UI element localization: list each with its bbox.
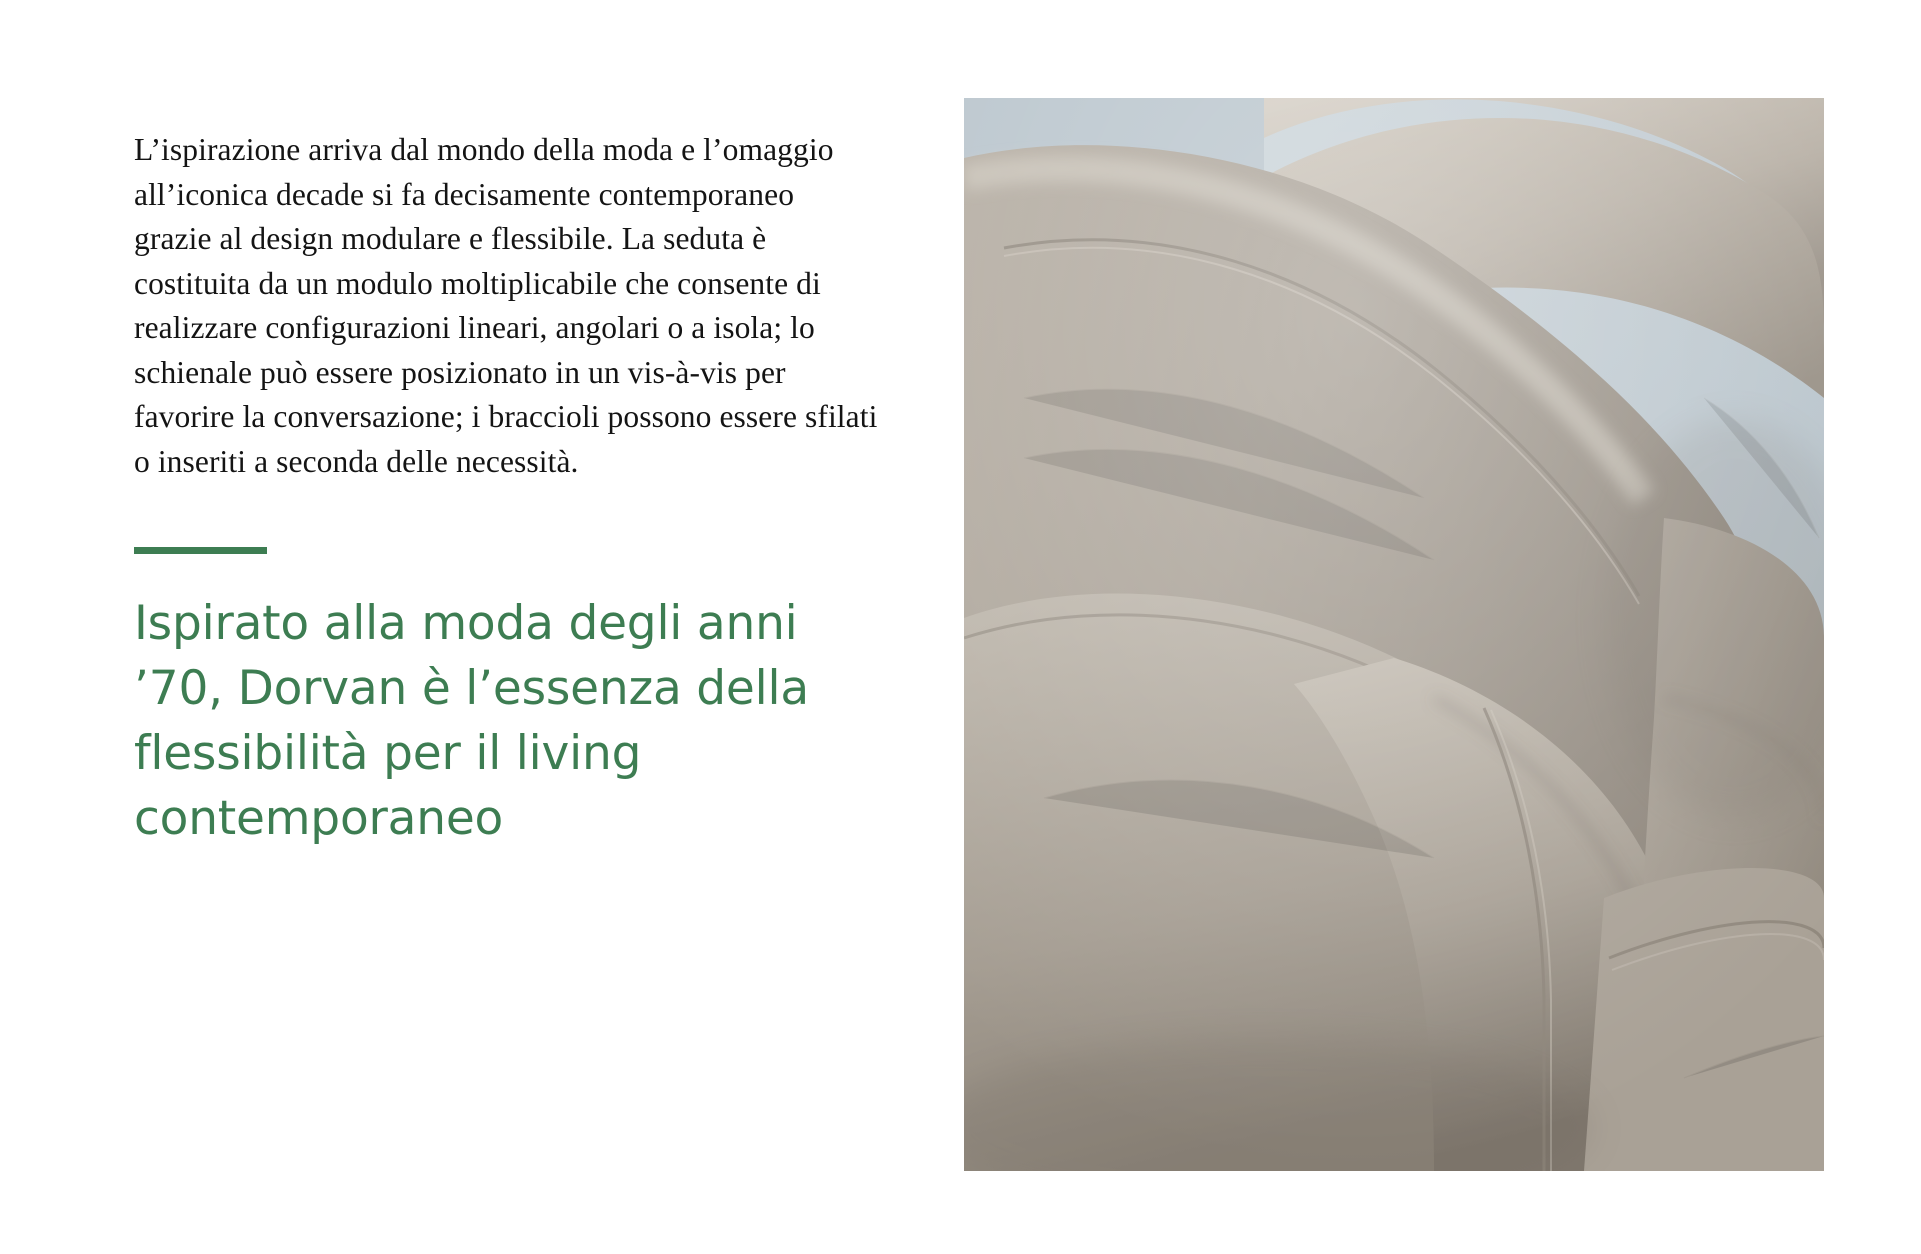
headline: Ispirato alla moda degli anni ’70, Dorvan è l’essenza della flessibilità per il living contemporaneo — [134, 596, 809, 846]
product-photo — [964, 98, 1824, 1171]
accent-divider — [134, 547, 267, 554]
text-column — [134, 128, 894, 882]
sofa-illustration — [964, 98, 1824, 1171]
body-paragraph: L’ispirazione arriva dal mondo della moda e l’omaggio all’iconica decade si fa decisamente contemporaneo grazie al design modulare e flessibile. La seduta è costituita da un modulo moltiplicabile che consente di realizzare configurazioni lineari, angolari o a isola; lo schienale può essere posizionato in un vis-à-vis per favorire la conversazione; i braccioli possono essere sfilati o inseriti a seconda delle necessità. — [134, 132, 878, 479]
